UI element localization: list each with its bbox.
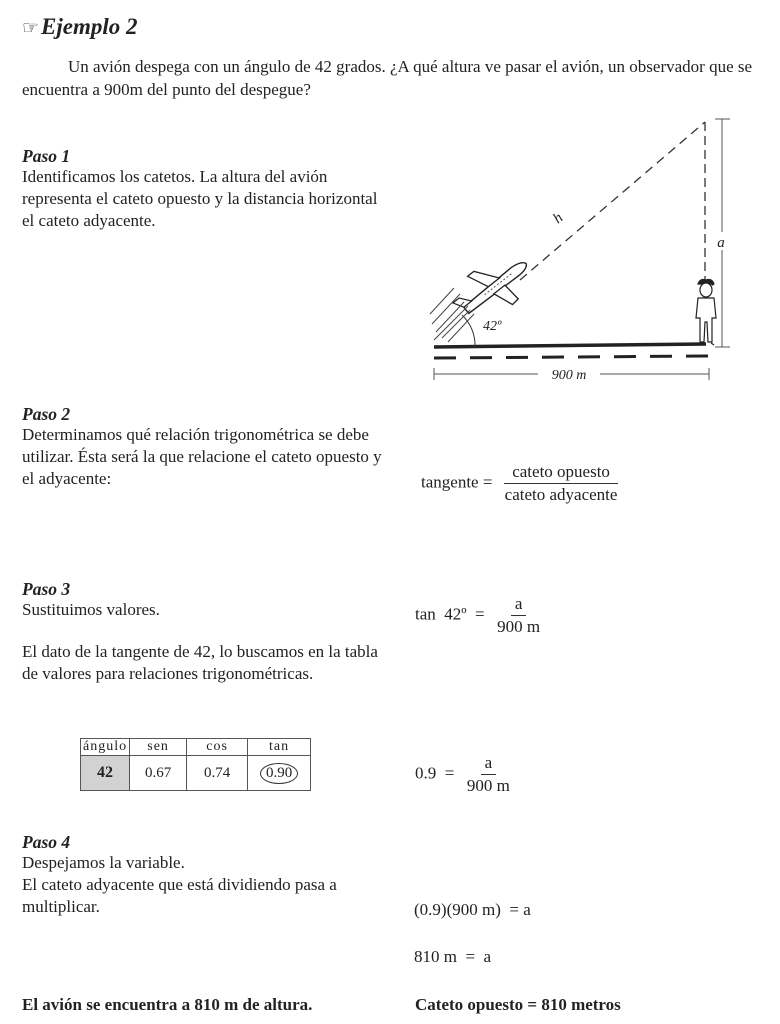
conclusion-text: El avión se encuentra a 810 m de altura. [22, 995, 313, 1014]
tan42-equation [415, 594, 544, 637]
header-tan: tan [248, 739, 311, 756]
angle-label: 42º [483, 319, 502, 334]
tangent-fraction [497, 462, 626, 505]
cell-cos: 0.74 [187, 756, 248, 791]
substituted-fraction [463, 753, 514, 796]
fraction-numerator: a [481, 753, 497, 775]
solve-equation-2: 810 m = a [414, 947, 492, 966]
solve-equation-1: (0.9)(900 m) = a [414, 900, 531, 919]
runway-dashes [434, 356, 710, 358]
step-4 [22, 832, 392, 918]
cell-tan [248, 756, 311, 791]
fraction-denominator: 900 m [497, 617, 541, 636]
step-2 [22, 404, 392, 490]
step-3-heading: Paso 3 [22, 579, 71, 599]
step-2-text: Determinamos qué relación trigonométrica se debe utilizar. Ésta será la que relacione el cateto opuesto y el adyacente: [22, 425, 382, 488]
problem-statement: Un avión despega con un ángulo de 42 grados. ¿A qué altura ve pasar el avión, un observador que se encuentra a 900m del punto del despegue? [22, 57, 753, 99]
step-4-heading: Paso 4 [22, 832, 71, 852]
step-1-heading: Paso 1 [22, 146, 71, 166]
cell-sen: 0.67 [130, 756, 187, 791]
substituted-equation [415, 753, 514, 796]
cell-angle: 42 [81, 756, 130, 791]
trig-values-table [80, 738, 311, 791]
tangent-formula [421, 462, 625, 505]
step-3-text-2: El dato de la tangente de 42, lo buscamos en la tabla de valores para relaciones trigonométricas. [22, 642, 378, 683]
example-title [22, 14, 138, 40]
step-4-text-2: El cateto adyacente que está dividiendo pasa a multiplicar. [22, 875, 337, 916]
pointing-hand-icon: ☞ [22, 18, 40, 39]
speed-lines [430, 288, 474, 342]
circled-tan-value: 0.90 [260, 763, 298, 784]
tangent-formula-lhs: tangente = [421, 472, 493, 492]
fraction-denominator: cateto adyacente [504, 485, 618, 504]
step-1-text: Identificamos los catetos. La altura del avión representa el cateto opuesto y la distancia horizontal el cateto adyacente. [22, 167, 378, 230]
tan42-lhs: tan 42º = [415, 604, 485, 624]
substituted-lhs: 0.9 = [415, 763, 455, 783]
example-title-text: Ejemplo 2 [41, 14, 138, 39]
tan42-fraction [493, 594, 544, 637]
table-header-row [81, 739, 311, 756]
fraction-numerator: a [511, 594, 527, 616]
step-4-text: Despejamos la variable. [22, 853, 185, 872]
observer-person-icon [696, 280, 716, 346]
fraction-denominator: 900 m [466, 776, 510, 795]
table-row [81, 756, 311, 791]
hypotenuse-label: h [550, 209, 567, 228]
header-cos: cos [187, 739, 248, 756]
step-3-text: Sustituimos valores. [22, 600, 160, 619]
header-angulo: ángulo [81, 739, 130, 756]
distance-label: 900 m [551, 368, 587, 383]
header-sen: sen [130, 739, 187, 756]
hypotenuse-line [520, 122, 705, 280]
triangle-diagram [420, 110, 740, 390]
conclusion-result: Cateto opuesto = 810 metros [415, 995, 621, 1014]
step-2-heading: Paso 2 [22, 404, 71, 424]
step-3 [22, 579, 392, 685]
fraction-numerator: cateto opuesto [504, 462, 618, 484]
height-label: a [717, 235, 725, 251]
step-1 [22, 146, 392, 232]
